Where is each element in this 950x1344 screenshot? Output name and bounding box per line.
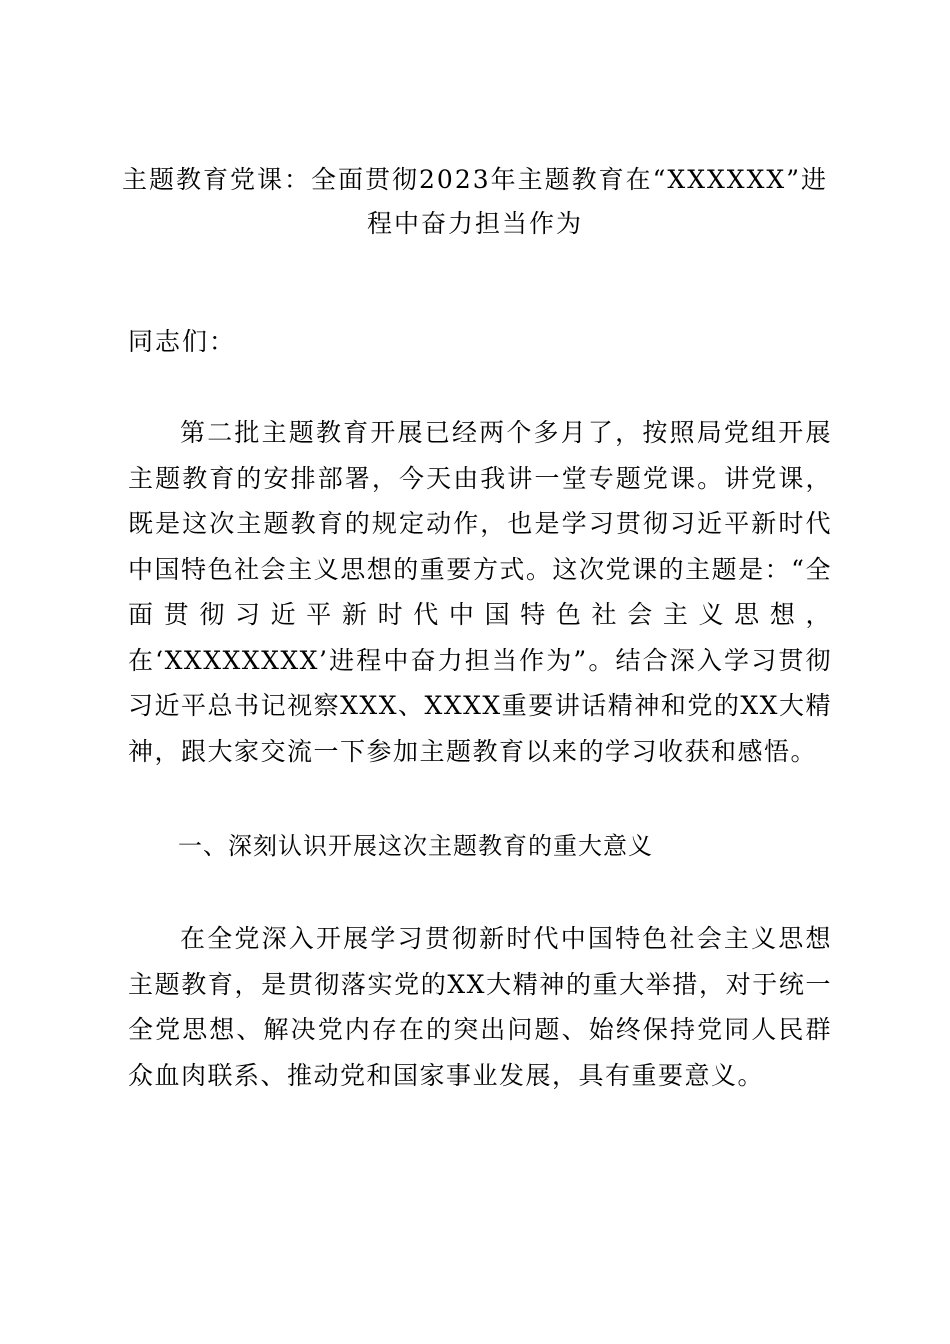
body-paragraph: 第二批主题教育开展已经两个多月了，按照局党组开展主题教育的安排部署，今天由我讲一堂专题党课。讲党课，既是这次主题教育的规定动作，也是学习贯彻习近平新时代中国特色社会主义思想的重要方式。这次党课的主题是：“全面贯彻习近平新时代中国特色社会主义思想，在‘XXXXXXXX’进程中奋力担当作为”。结合深入学习贯彻习近平总书记视察XXX、XXXX重要讲话精神和党的XX大精神，跟大家交流一下参加主题教育以来的学习收获和感悟。	[128, 418, 832, 766]
body-paragraph: 在全党深入开展学习贯彻新时代中国特色社会主义思想主题教育，是贯彻落实党的XX大精神的重大举措，对于统一全党思想、解决党内存在的突出问题、始终保持党同人民群众血肉联系、推动党和国家事业发展，具有重要意义。	[128, 924, 832, 1090]
document-title: 主题教育党课：全面贯彻2023年主题教育在“XXXXXX”进程中奋力担当作为	[122, 165, 828, 238]
section-heading: 一、深刻认识开展这次主题教育的重大意义	[178, 832, 653, 860]
salutation: 同志们：	[128, 327, 237, 356]
